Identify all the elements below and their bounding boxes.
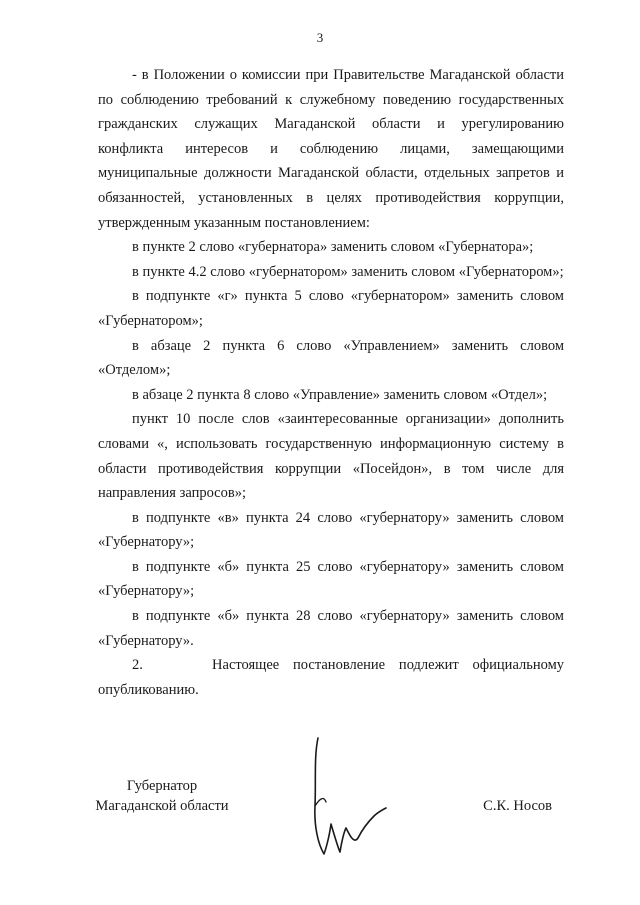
- document-body: [98, 63, 564, 702]
- signer-name: С.К. Носов: [483, 798, 552, 814]
- paragraph-text: Настоящее постановление подлежит официальному опубликованию.: [98, 657, 565, 698]
- position-line-2: Магаданской области: [95, 798, 229, 814]
- paragraph-item: в подпункте «б» пункта 25 слово «губернатору» заменить словом «Губернатору»;: [98, 558, 564, 600]
- page-number: 3: [316, 30, 324, 45]
- paragraph-item: в подпункте «б» пункта 28 слово «губернатору» заменить словом «Губернатору».: [98, 608, 564, 649]
- signer-position: [87, 776, 237, 816]
- handwritten-signature: [300, 736, 390, 866]
- paragraph-number: 2.: [132, 657, 143, 674]
- position-line-1: Губернатор: [126, 778, 198, 794]
- signature-block: [0, 768, 640, 868]
- paragraph-item: в абзаце 2 пункта 6 слово «Управлением» заменить словом «Отделом»;: [98, 337, 564, 379]
- numbered-paragraph: [98, 653, 564, 702]
- paragraph-item: пункт 10 после слов «заинтересованные организации» дополнить словами «, использовать государственную информационную систему в области противодействия коррупции «Посейдон», в том числе для направления запросов»;: [98, 411, 564, 502]
- paragraph-item: в пункте 4.2 слово «губернатором» заменить словом «Губернатором»;: [132, 263, 564, 280]
- paragraph-item: в абзаце 2 пункта 8 слово «Управление» заменить словом «Отдел»;: [132, 386, 548, 403]
- paragraph-item: в подпункте «г» пункта 5 слово «губернатором» заменить словом «Губернатором»;: [98, 288, 564, 329]
- paragraph-item: в подпункте «в» пункта 24 слово «губернатору» заменить словом «Губернатору»;: [98, 509, 564, 551]
- paragraph-intro: - в Положении о комиссии при Правительстве Магаданской области по соблюдению требований к служебному поведению государственных гражданских служащих Магаданской области и урегулированию конфликта интересов и соблюдению лицами, замещающими муниципальные должности Магаданской области, отдельных запретов и обязанностей, установленных в целях противодействия коррупции, утвержденным указанным постановлением:: [98, 67, 564, 231]
- paragraph-item: в пункте 2 слово «губернатора» заменить словом «Губернатора»;: [132, 239, 534, 256]
